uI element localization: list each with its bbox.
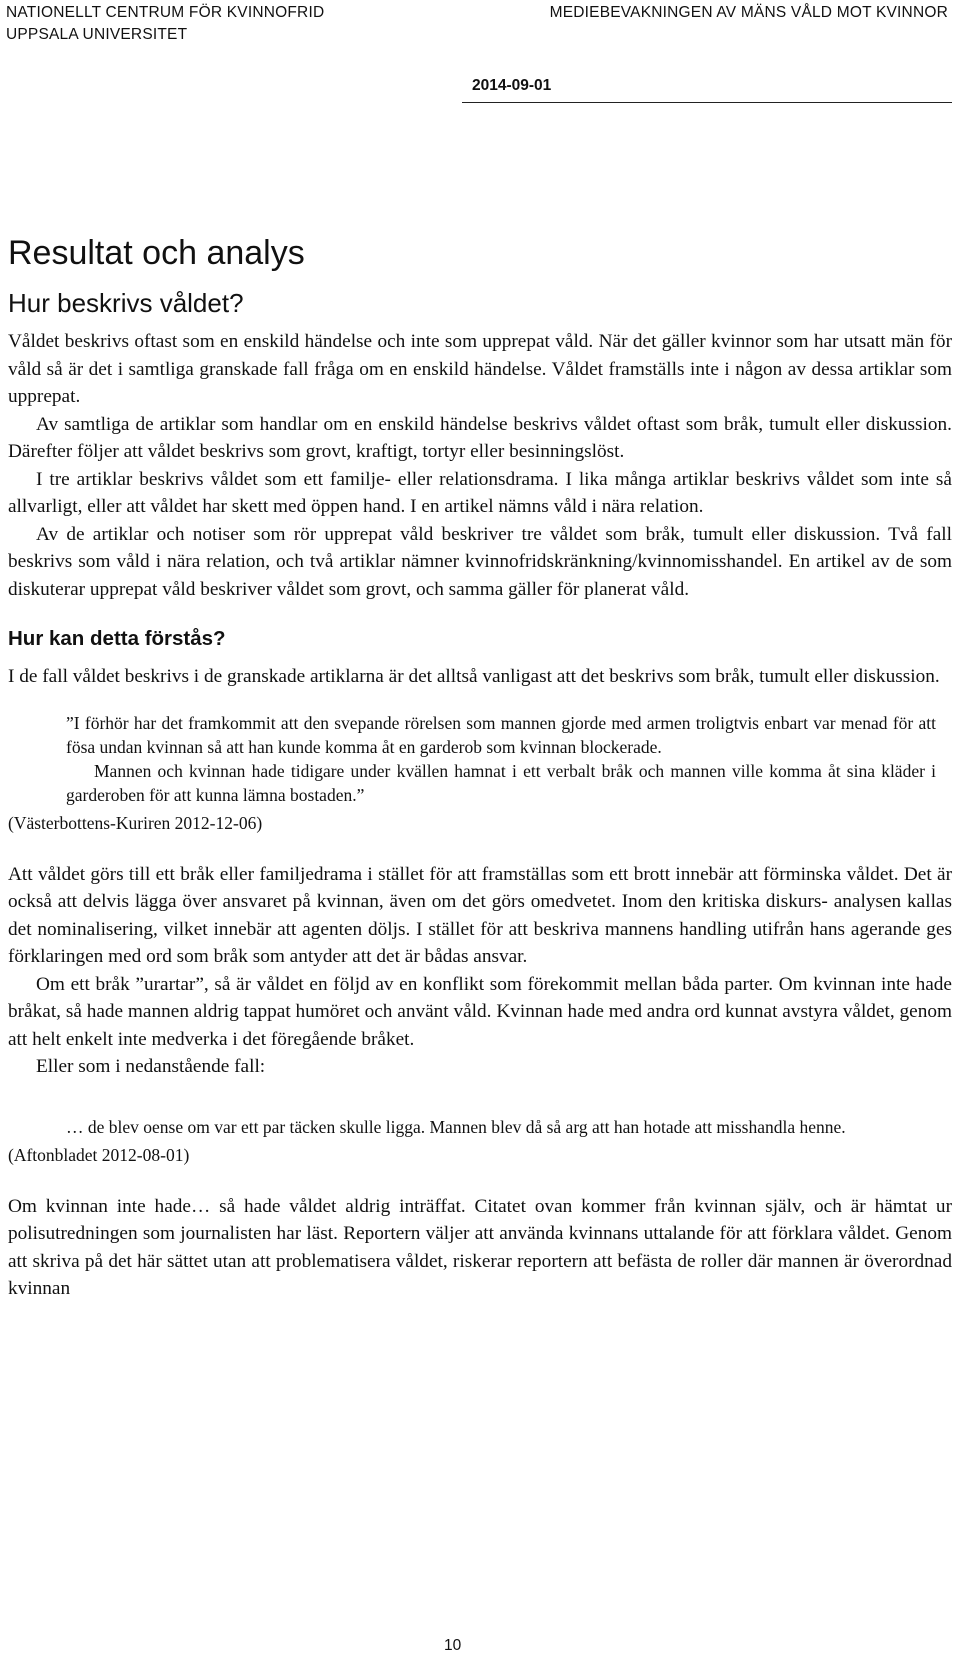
paragraph: I tre artiklar beskrivs våldet som ett familje- eller relationsdrama. I lika många artiklar beskrivs våldet som inte så allvarligt, eller att våldet har skett med öppen hand. I en artikel nämns våld i nära relation. <box>8 468 952 517</box>
header-report-title: MEDIEBEVAKNINGEN AV MÄNS VÅLD MOT KVINNOR <box>549 4 948 21</box>
quote-source: (Västerbottens-Kuriren 2012-12-06) <box>8 812 263 833</box>
page-number: 10 <box>444 1637 462 1654</box>
header-org-line2: UPPSALA UNIVERSITET <box>6 26 188 43</box>
quote-paragraph: ”I förhör har det framkommit att den svepande rörelsen som mannen gjorde med armen troligtvis enbart var menad för att fösa undan kvinnan så att han kunde komma åt en garderob som kvinnan blockerade. <box>66 712 936 757</box>
paragraph: I de fall våldet beskrivs i de granskade artiklarna är det alltså vanligast att det beskrivs som bråk, tumult eller diskussion. <box>8 666 940 687</box>
paragraph: Våldet beskrivs oftast som en enskild händelse och inte som upprepat våld. När det gäller kvinnor som har utsatt män för våld så är det i samtliga granskade fall fråga om en enskild händelse. Våldet framställs inte i någon av dessa artiklar som upprepat. <box>8 331 952 407</box>
subsection-title-how-described: Hur beskrivs våldet? <box>8 288 244 318</box>
quote-source: (Aftonbladet 2012-08-01) <box>8 1144 190 1165</box>
quote-paragraph: … de blev oense om var ett par täcken skulle ligga. Mannen blev då så arg att han hotade att misshandla henne. <box>66 1116 846 1137</box>
header-organization <box>6 2 324 46</box>
paragraph: Av samtliga de artiklar som handlar om en enskild händelse beskrivs våldet oftast som bråk, tumult eller diskussion. Därefter följer att våldet beskrivs som grovt, kraftigt, tortyr eller besinningslöst. <box>8 413 952 462</box>
block-quote <box>66 1115 936 1139</box>
header-rule <box>462 102 952 103</box>
header-org-line1: NATIONELLT CENTRUM FÖR KVINNOFRID <box>6 4 325 21</box>
paragraph: Av de artiklar och notiser som rör upprepat våld beskriver tre våldet som bråk, tumult eller diskussion. Två fall beskrivs som våld i nära relation, och två artiklar nämner kvinnofridskränkning/kvinnomisshandel. En artikel av de som diskuterar upprepat våld beskriver våldet som grovt, och samma gäller för planerat våld. <box>8 523 952 600</box>
paragraph: Om ett bråk ”urartar”, så är våldet en följd av en konflikt som förekommit mellan båda parter. Om kvinnan inte hade bråkat, så hade mannen aldrig tappat humöret och använt våld. Kvinnan hade med andra ord kunnat avstyra våldet, genom att helt enkelt inte medverka i det föregående bråket. <box>8 973 952 1050</box>
section-title: Resultat och analys <box>8 234 305 272</box>
page-content <box>8 232 952 1303</box>
block-quote <box>66 711 936 807</box>
paragraph: Eller som i nedanstående fall: <box>36 1056 266 1077</box>
subsection-title-how-understood: Hur kan detta förstås? <box>8 627 226 650</box>
quote-paragraph: Mannen och kvinnan hade tidigare under kvällen hamnat i ett verbalt bråk och mannen ville komma åt sina kläder i garderoben för att kunna lämna bostaden.” <box>66 760 936 805</box>
paragraph: Om kvinnan inte hade… så hade våldet aldrig inträffat. Citatet ovan kommer från kvinnan själv, och är hämtat ur polisutredningen som journalisten har läst. Reportern väljer att använda kvinnans uttalande för att förklara våldet. Genom att skriva på det här sättet utan att problematisera våldet, riskerar reportern att befästa de roller där mannen är överordnad kvinnan <box>8 1195 952 1299</box>
header-date: 2014-09-01 <box>472 77 552 94</box>
paragraph: Att våldet görs till ett bråk eller familjedrama i stället för att framställas som ett brott innebär att förminska våldet. Det är också att delvis lägga över ansvaret på kvinnan, även om det görs omedvetet. Inom den kritiska diskurs- analysen kallas det nominalisering, vilket innebär att agenten döljs. I stället för att beskriva mannens handling utifrån hans agerande ges förklaringen med ord som bråk som antyder att det är bådas ansvar. <box>8 863 952 967</box>
